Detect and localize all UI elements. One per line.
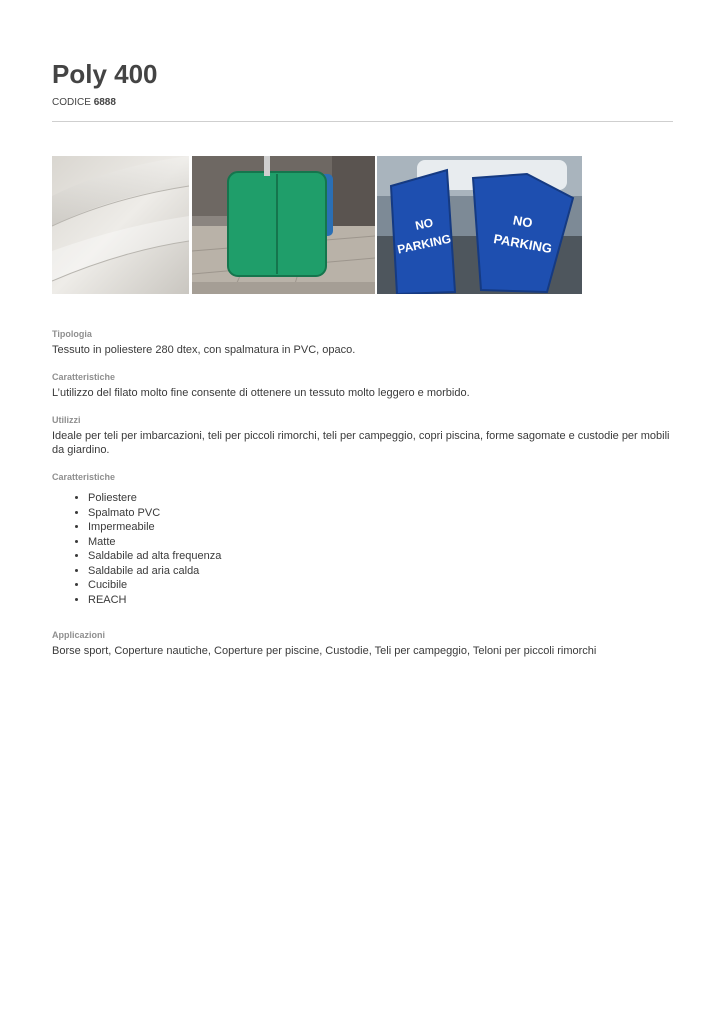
product-title: Poly 400: [52, 59, 158, 89]
features-list: [52, 491, 673, 607]
section-label: Caratteristiche: [52, 472, 116, 482]
code-value: 6888: [93, 97, 116, 108]
list-item: • REACH: [88, 593, 673, 608]
section-label: Caratteristiche: [52, 372, 116, 382]
section-label: Applicazioni: [52, 630, 106, 640]
no-parking-covers-photo: [377, 156, 582, 294]
header-divider: [52, 121, 673, 122]
section-label: Utilizzi: [52, 415, 81, 425]
section-text: Borse sport, Coperture nautiche, Coperture per piscine, Custodie, Teli per campeggio, Teloni per piccoli rimorchi: [52, 645, 597, 657]
svg-text:PARKING: PARKING: [492, 231, 554, 257]
list-item: • Cucibile: [88, 578, 673, 593]
code-label: CODICE: [52, 97, 91, 108]
section-tipologia: [52, 328, 673, 357]
section-text: Ideale per teli per imbarcazioni, teli per piccoli rimorchi, teli per campeggio, copri piscina, forme sagomate e custodie per mobili da giardino.: [52, 430, 670, 456]
product-code: [52, 97, 116, 109]
list-item: • Impermeabile: [88, 520, 673, 535]
product-details: [52, 328, 673, 672]
section-caratteristiche-description: [52, 371, 673, 400]
section-applicazioni: [52, 629, 673, 658]
svg-text:PARKING: PARKING: [396, 231, 453, 257]
list-item: • Poliestere: [88, 491, 673, 506]
list-item: • Spalmato PVC: [88, 506, 673, 521]
list-item: • Saldabile ad aria calda: [88, 564, 673, 579]
section-text: Tessuto in poliestere 280 dtex, con spalmatura in PVC, opaco.: [52, 344, 356, 356]
list-item: • Matte: [88, 535, 673, 550]
section-label: Tipologia: [52, 329, 92, 339]
fabric-roll-photo: [52, 156, 189, 294]
section-caratteristiche-list: [52, 471, 673, 607]
section-text: L’utilizzo del filato molto fine consente di ottenere un tessuto molto leggero e morbido.: [52, 387, 470, 399]
list-item: • Saldabile ad alta frequenza: [88, 549, 673, 564]
svg-text:NO: NO: [511, 212, 534, 231]
green-cover-street-photo: [192, 156, 375, 294]
svg-text:NO: NO: [413, 215, 435, 233]
section-utilizzi: [52, 414, 673, 457]
